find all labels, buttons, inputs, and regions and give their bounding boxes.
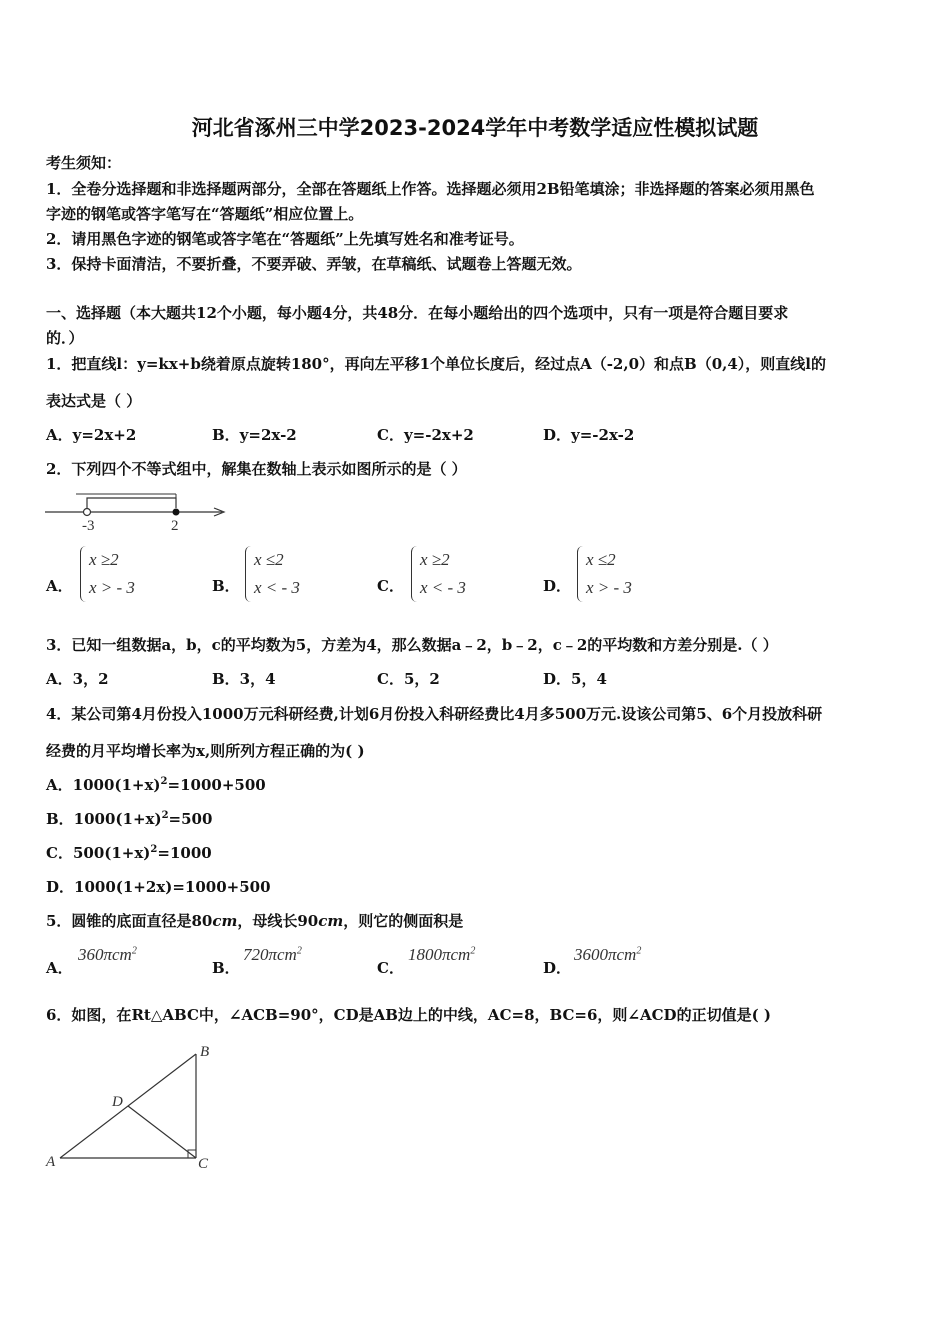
q5-option-b-label[interactable]: B．: [212, 959, 240, 977]
q5-option-c-label[interactable]: C．: [377, 959, 404, 977]
point-d: D: [112, 1094, 123, 1110]
q6-stem: 6．如图，在Rt△ABC中，∠ACB=90°，CD是AB边上的中线，AC=8，BC=6，则∠ACD的正切值是( ): [46, 1006, 771, 1024]
tick-label-right: 2: [171, 518, 179, 534]
q4-stem: 4．某公司第4月份投入1000万元科研经费,计划6月份投入科研经费比4月多500万元.设该公司第5、6个月投放科研: [46, 705, 823, 723]
system-bottom: x > - 3: [89, 578, 135, 597]
q1-option-c[interactable]: C．y=-2x+2: [377, 426, 474, 444]
solution-bracket: [87, 498, 176, 508]
closed-point-2: [173, 509, 180, 516]
q2-option-c-system[interactable]: [411, 546, 466, 602]
q2-option-b-system[interactable]: [245, 546, 300, 602]
q1-option-d[interactable]: D．y=-2x-2: [543, 426, 635, 444]
q3-option-a[interactable]: A．3，2: [46, 670, 109, 688]
q2-option-d-system[interactable]: [577, 546, 632, 602]
section-heading: 一、选择题（本大题共12个小题，每小题4分，共48分．在每小题给出的四个选项中，只有一项是符合题目要求: [46, 304, 789, 322]
q3-stem: 3．已知一组数据a，b，c的平均数为5，方差为4，那么数据a﹣2，b﹣2，c﹣2的平均数和方差分别是.（ ）: [46, 636, 778, 654]
open-point-minus-3: [84, 509, 91, 516]
section-heading-2: 的．）: [46, 329, 84, 347]
vertex-b: B: [200, 1044, 210, 1060]
q2-number-line: [40, 486, 240, 534]
q5-option-a-label[interactable]: A．: [46, 959, 73, 977]
system-top: x ≤2: [254, 550, 284, 569]
system-top: x ≤2: [586, 550, 616, 569]
q1-option-b[interactable]: B．y=2x-2: [212, 426, 297, 444]
q4-stem-2: 经费的月平均增长率为x,则所列方程正确的为( ): [46, 742, 365, 760]
q2-option-b-label[interactable]: B．: [212, 577, 240, 595]
page-title: 河北省涿州三中学2023-2024学年中考数学适应性模拟试题: [191, 116, 759, 140]
q2-option-d-label[interactable]: D．: [543, 577, 572, 595]
q6-triangle-figure: [40, 1040, 230, 1175]
q2-stem: 2．下列四个不等式组中，解集在数轴上表示如图所示的是（ ）: [46, 460, 467, 478]
q4-option-b[interactable]: B．$1000(1+x)^2=500$: [46, 810, 213, 828]
q3-option-d[interactable]: D．5，4: [543, 670, 607, 688]
system-bottom: x < - 3: [254, 578, 300, 597]
q4-option-c[interactable]: C．$500(1+x)^2=1000$: [46, 844, 212, 862]
q2-option-a-label[interactable]: A．: [46, 577, 73, 595]
notice-line-1b: 字迹的钢笔或答字笔写在“答题纸”相应位置上。: [46, 205, 364, 223]
q4-option-d[interactable]: D．1000(1+2x)=1000+500: [46, 878, 271, 896]
system-bottom: x < - 3: [420, 578, 466, 597]
notice-heading: 考生须知：: [46, 154, 122, 172]
q3-option-b[interactable]: B．3，4: [212, 670, 276, 688]
q5-option-b-value[interactable]: 720πcm$^2$: [243, 945, 302, 964]
q4-option-a[interactable]: A．$1000(1+x)^2=1000+500$: [46, 776, 266, 794]
q1-stem: 1．把直线l：y=kx+b绕着原点旋转180°，再向左平移1个单位长度后，经过点A（-2,0）和点B（0,4），则直线l的: [46, 355, 826, 373]
q1-stem-2: 表达式是（ ）: [46, 392, 142, 410]
q5-option-d-label[interactable]: D．: [543, 959, 572, 977]
q2-option-a-system[interactable]: [80, 546, 135, 602]
median-cd: [128, 1106, 196, 1158]
q5-option-c-value[interactable]: 1800πcm$^2$: [408, 945, 476, 964]
q5-option-d-value[interactable]: 3600πcm$^2$: [574, 945, 642, 964]
system-top: x ≥2: [89, 550, 119, 569]
notice-line-2: 2．请用黑色字迹的钢笔或答字笔在“答题纸”上先填写姓名和准考证号。: [46, 230, 524, 248]
vertex-c: C: [198, 1156, 209, 1172]
q1-option-a[interactable]: A．y=2x+2: [46, 426, 137, 444]
notice-line-1: 1．全卷分选择题和非选择题两部分，全部在答题纸上作答。选择题必须用2B铅笔填涂；非选择题的答案必须用黑色: [46, 180, 815, 198]
system-top: x ≥2: [420, 550, 450, 569]
q3-option-c[interactable]: C．5，2: [377, 670, 440, 688]
vertex-a: A: [46, 1154, 56, 1170]
tick-label-left: -3: [82, 518, 95, 534]
q5-stem: 5．圆锥的底面直径是80cm，母线长90cm，则它的侧面积是: [46, 912, 464, 930]
notice-line-3: 3．保持卡面清洁，不要折叠，不要弄破、弄皱，在草稿纸、试题卷上答题无效。: [46, 255, 582, 273]
q2-option-c-label[interactable]: C．: [377, 577, 404, 595]
q5-option-a-value[interactable]: 360πcm$^2$: [78, 945, 137, 964]
system-bottom: x > - 3: [586, 578, 632, 597]
